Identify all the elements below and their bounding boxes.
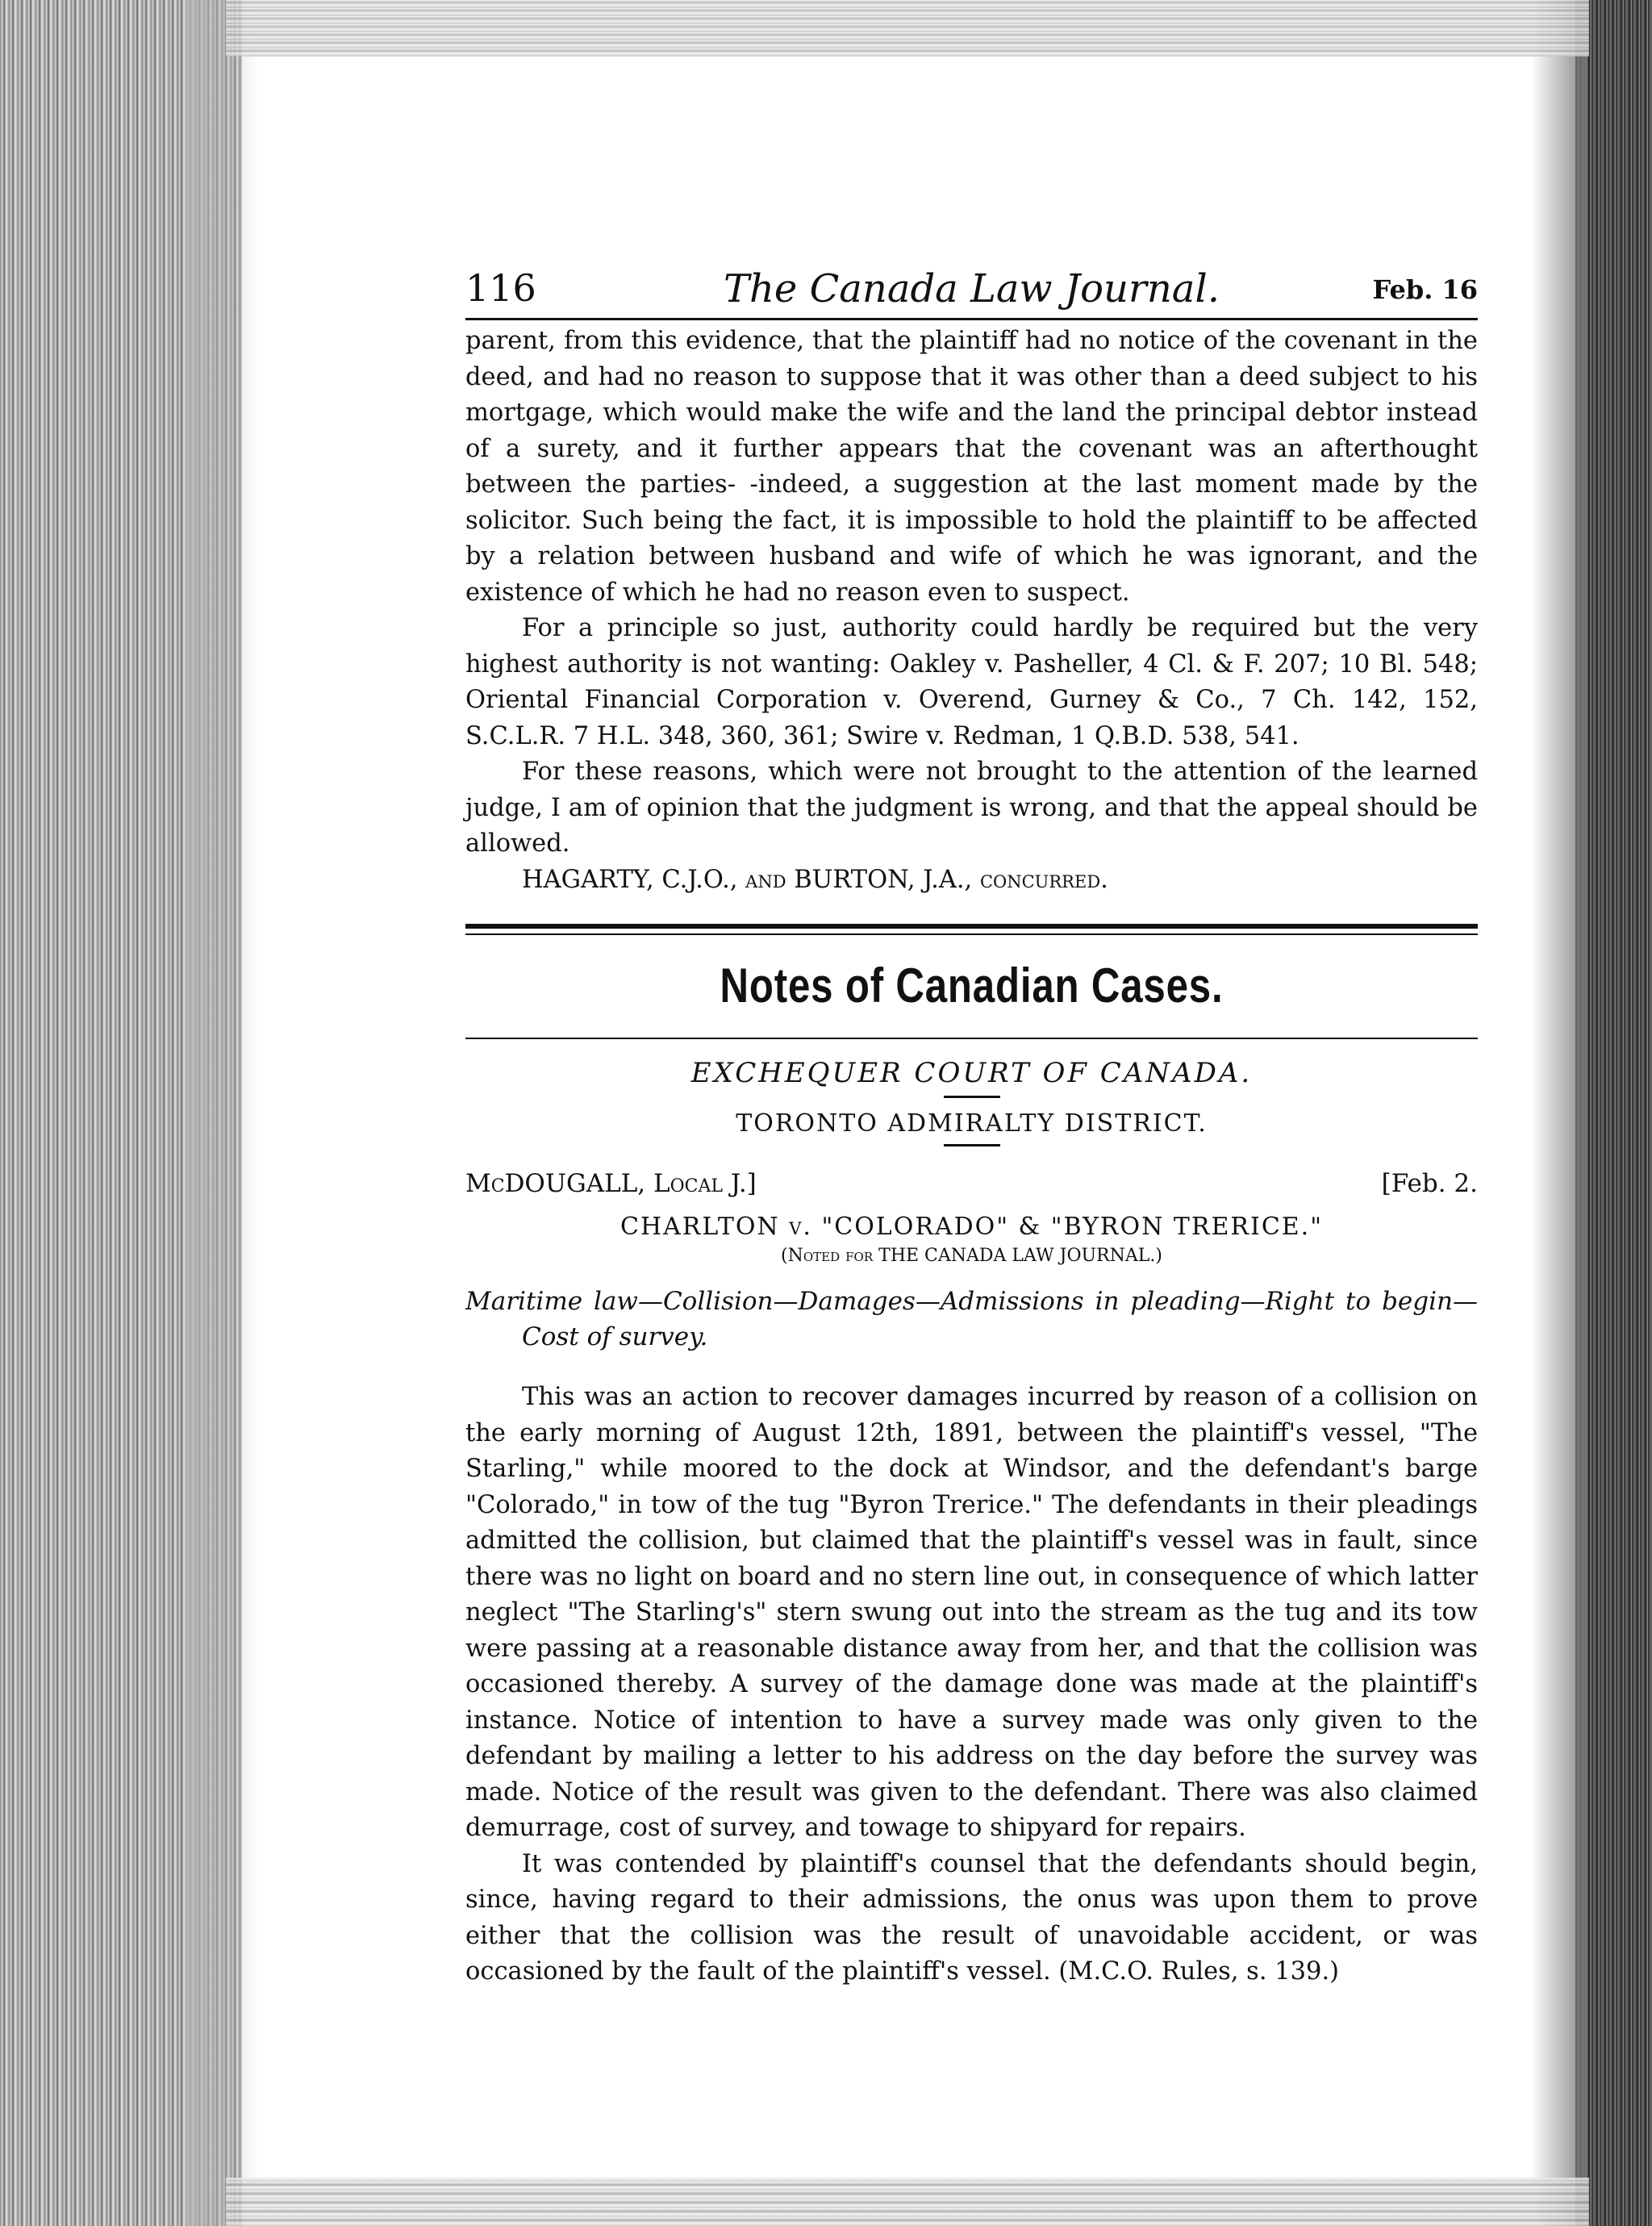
scan-edge-left-fade bbox=[186, 0, 258, 2226]
title-rule bbox=[465, 1038, 1478, 1039]
case-name: CHARLTON v. "COLORADO" & "BYRON TRERICE." bbox=[620, 1213, 1324, 1241]
judge-name: McDOUGALL, Local J.] bbox=[465, 1169, 757, 1198]
scan-edge-right-fade bbox=[1531, 0, 1587, 2226]
running-head bbox=[465, 266, 1478, 320]
judge-line bbox=[465, 1169, 1478, 1206]
court-name: EXCHEQUER COURT OF CANADA. bbox=[690, 1057, 1253, 1089]
scan-edge-top bbox=[226, 0, 1589, 56]
section-title: Notes of Canadian Cases. bbox=[720, 958, 1224, 1013]
journal-page bbox=[465, 266, 1478, 1990]
page-number: 116 bbox=[465, 266, 536, 310]
section-divider bbox=[465, 924, 1478, 935]
district-rule bbox=[944, 1144, 1000, 1146]
district-name: TORONTO ADMIRALTY DISTRICT. bbox=[736, 1109, 1208, 1138]
running-head-date: Feb. 16 bbox=[1372, 274, 1478, 305]
opinion-paragraph-3: For these reasons, which were not brought to the attention of the learned judge, I am of opinion that the judgment is wrong, and that the appeal should be allowed. bbox=[465, 758, 1478, 858]
scan-edge-bottom bbox=[226, 2178, 1589, 2226]
court-rule bbox=[944, 1096, 1000, 1098]
noted-line: (Noted for THE CANADA LAW JOURNAL.) bbox=[781, 1246, 1162, 1266]
opinion-paragraph-1: parent, from this evidence, that the plaintiff had no notice of the covenant in the deed, and had no reason to suppose that it was other than a deed subject to his mortgage, which would make the wife and the land the principal debtor instead of a surety, and it further appears that the covenant was an afterthought between the parties- -indeed, a suggestion at the last moment made by the solicitor. Such being the fact, it is impossible to hold the plaintiff to be affected by a relation between husband and wife of which he was ignorant, and the existence of which he had no reason even to suspect. bbox=[465, 327, 1478, 607]
case-paragraph-1: This was an action to recover damages incurred by reason of a collision on the early morning of August 12th, 1891, between the plaintiff's vessel, "The Starling," while moored to the dock at Windsor, and the defendant's barge "Colorado," in tow of the tug "Byron Trerice." The defendants in their pleadings admitted the collision, but claimed that the plaintiff's vessel was in fault, since there was no light on board and no stern line out, in consequence of which latter neglect "The Starling's" stern swung out into the stream as the tug and its tow were passing at a reasonable distance away from her, and that the collision was occasioned thereby. A survey of the damage done was made at the plaintiff's instance. Notice of intention to have a survey made was only given to the defendant by mailing a letter to his address on the day before the survey was made. Notice of the result was given to the defendant. There was also claimed demurrage, cost of survey, and towage to shipyard for repairs. bbox=[465, 1383, 1478, 1842]
headnote: Maritime law—Collision—Damages—Admissions in pleading—Right to begin—Cost of survey. bbox=[465, 1287, 1478, 1351]
concurrence-line: HAGARTY, C.J.O., and BURTON, J.A., concurred. bbox=[522, 865, 1108, 894]
journal-title: The Canada Law Journal. bbox=[723, 266, 1220, 311]
opinion-paragraph-2: For a principle so just, authority could hardly be required but the very highest authority is not wanting: Oakley v. Pasheller, 4 Cl. & F. 207; 10 Bl. 548; Oriental Financial Corporation v. Overend, Gurney & Co., 7 Ch. 142, 152, S.C.L.R. 7 H.L. 348, 360, 361; Swire v. Redman, 1 Q.B.D. 538, 541. bbox=[465, 614, 1478, 750]
case-paragraph-2: It was contended by plaintiff's counsel that the defendants should begin, since, having regard to their admissions, the onus was upon them to prove either that the collision was the result of unavoidable accident, or was occasioned by the fault of the plaintiff's vessel. (M.C.O. Rules, s. 139.) bbox=[465, 1849, 1478, 1986]
case-date: [Feb. 2. bbox=[1381, 1169, 1478, 1198]
